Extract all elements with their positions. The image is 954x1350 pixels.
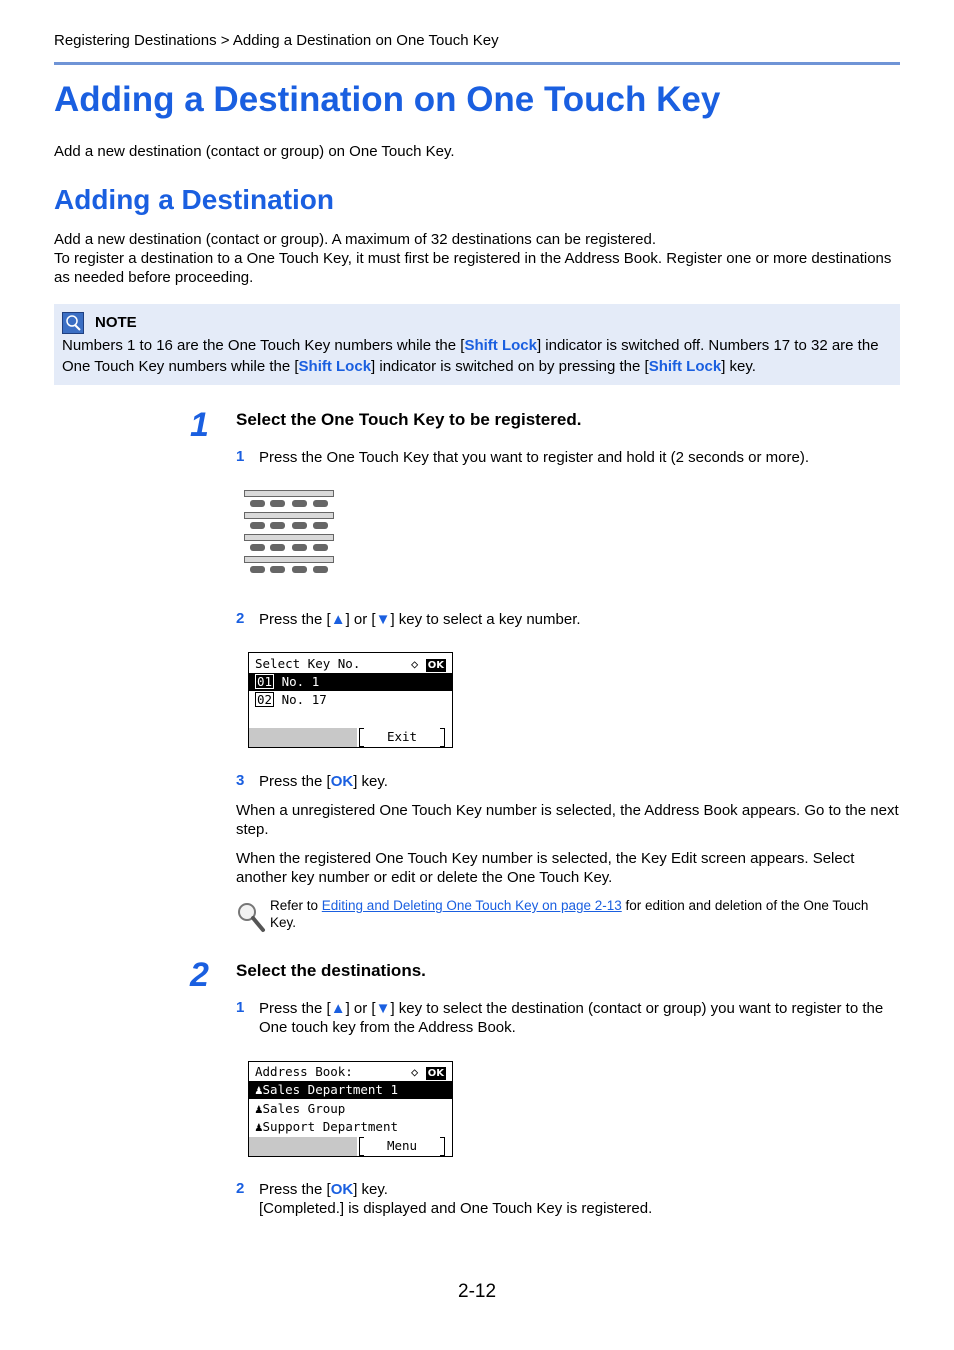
- info-paragraph: When the registered One Touch Key number is selected, the Key Edit screen appears. Select another key number or edit or delete the One Touch Key.: [236, 850, 855, 886]
- key-number-row[interactable]: 01 No. 1: [249, 673, 452, 691]
- shift-lock-label: Shift Lock: [648, 358, 722, 375]
- up-arrow-icon: ▲: [330, 1000, 346, 1017]
- substep-number: 2: [236, 610, 245, 627]
- substep-number: 3: [236, 772, 245, 789]
- reference-link[interactable]: Editing and Deleting One Touch Key on page 2-13: [321, 898, 622, 913]
- substep-text: Press the One Touch Key that you want to register and hold it (2 seconds or more).: [259, 449, 810, 466]
- note-box: [54, 304, 900, 385]
- intro-text: Add a new destination (contact or group) on One Touch Key.: [54, 143, 455, 160]
- address-book-screen: [248, 1061, 453, 1157]
- substep-number: 1: [236, 999, 245, 1016]
- exit-softkey[interactable]: Exit: [386, 729, 418, 744]
- softkey-bar: [249, 1136, 452, 1156]
- step-title: Select the One Touch Key to be registered.: [236, 410, 582, 429]
- reference-text: Refer to Editing and Deleting One Touch Key on page 2-13 for edition and deletion of the One Touch Key.: [270, 898, 869, 930]
- completion-text: [Completed.] is displayed and One Touch Key is registered.: [259, 1200, 653, 1217]
- shift-lock-label: Shift Lock: [298, 358, 372, 375]
- screen-header: Select Key No.: [255, 656, 361, 671]
- person-icon: ♟: [255, 1119, 263, 1134]
- header-rule: [54, 62, 900, 65]
- breadcrumb: Registering Destinations > Adding a Destination on One Touch Key: [54, 32, 499, 49]
- key-number-row[interactable]: 02 No. 17: [257, 692, 327, 707]
- substep-text: Press the [OK] key.: [259, 773, 388, 790]
- reference-magnifier-icon: [236, 901, 266, 933]
- screen-header-icons: [411, 656, 446, 672]
- navigation-icon: ◇: [410, 1065, 419, 1079]
- page-number: 2-12: [458, 1281, 497, 1302]
- screen-header: Address Book:: [255, 1064, 353, 1079]
- substep-text: Press the [▲] or [▼] key to select a key number.: [259, 611, 581, 628]
- step-title: Select the destinations.: [236, 961, 426, 980]
- ok-key-label: OK: [330, 1181, 354, 1198]
- ok-icon: OK: [427, 1068, 444, 1079]
- address-list-item[interactable]: ♟Support Department: [255, 1119, 398, 1134]
- section-heading: Adding a Destination: [54, 184, 334, 215]
- note-title: NOTE: [95, 314, 137, 331]
- down-arrow-icon: ▼: [375, 1000, 391, 1017]
- address-list-item[interactable]: ♟Sales Department 1: [249, 1081, 452, 1099]
- substep-text: Press the [▲] or [▼] key to select the destination (contact or group) you want to register to the One touch key from the Address Book.: [259, 1000, 884, 1036]
- shift-lock-label: Shift Lock: [464, 337, 537, 354]
- up-arrow-icon: ▲: [330, 611, 346, 628]
- ok-key-label: OK: [330, 773, 354, 790]
- address-list-item[interactable]: ♟Sales Group: [255, 1101, 346, 1116]
- section-text: [54, 230, 900, 287]
- note-icon: [62, 312, 84, 334]
- substep-text: Press the [OK] key. [Completed.] is displayed and One Touch Key is registered.: [259, 1181, 653, 1217]
- one-touch-keypad-illustration: [244, 490, 334, 576]
- down-arrow-icon: ▼: [375, 611, 391, 628]
- step-number: 1: [190, 406, 209, 444]
- section-line-2: To register a destination to a One Touch Key, it must first be registered in the Address Book. Register one or more destinations as needed before proceeding.: [54, 250, 892, 286]
- substep-number: 2: [236, 1180, 245, 1197]
- softkey-bar: [249, 727, 452, 747]
- substep-number: 1: [236, 448, 245, 465]
- page-title: Adding a Destination on One Touch Key: [54, 80, 721, 119]
- note-text: Numbers 1 to 16 are the One Touch Key numbers while the [Shift Lock] indicator is switched off. Numbers 17 to 32 are the One Touch Key numbers while the [Shift Lock] indicator is switched on by pressing the [Shift Lock] key.: [62, 337, 879, 375]
- step-number: 2: [190, 956, 209, 994]
- screen-header-icons: [411, 1064, 446, 1080]
- menu-softkey[interactable]: Menu: [386, 1138, 418, 1153]
- select-key-screen: [248, 652, 453, 748]
- navigation-icon: ◇: [410, 657, 419, 671]
- ok-icon: OK: [427, 660, 444, 671]
- info-paragraph: When a unregistered One Touch Key number is selected, the Address Book appears. Go to the next step.: [236, 802, 899, 838]
- person-icon: ♟: [255, 1082, 263, 1097]
- group-icon: ♟: [255, 1101, 263, 1116]
- section-line-1: Add a new destination (contact or group). A maximum of 32 destinations can be registered.: [54, 231, 657, 248]
